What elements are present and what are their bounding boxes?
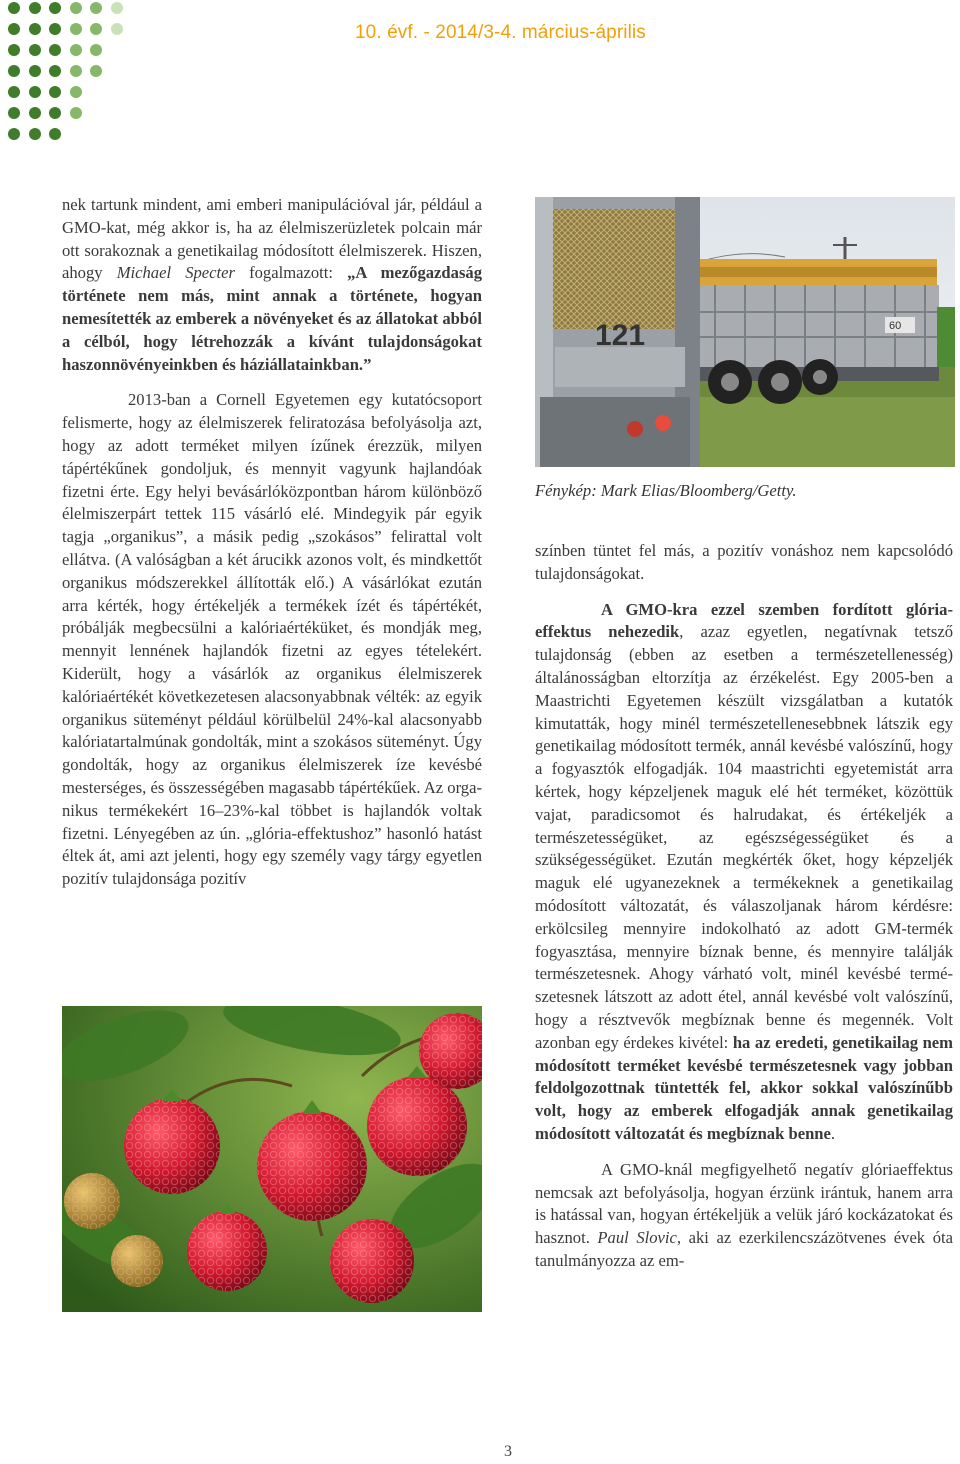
decorative-dot <box>70 44 82 56</box>
decorative-dot <box>49 23 61 35</box>
decorative-dot <box>29 86 41 98</box>
decorative-dot <box>111 23 123 35</box>
author-name: Paul Slovic <box>597 1228 677 1248</box>
left-column <box>62 194 482 891</box>
decorative-dot <box>49 128 61 140</box>
text-span: fogalmazott: <box>234 263 348 283</box>
decorative-dot <box>111 2 123 14</box>
decorative-dot <box>29 23 41 35</box>
decorative-dot <box>70 107 82 119</box>
issue-header: 10. évf. - 2014/3-4. március-április <box>355 22 646 43</box>
decorative-dot <box>8 65 20 77</box>
truck-illustration <box>535 197 955 467</box>
decorative-dot <box>90 23 102 35</box>
decorative-dot <box>70 23 82 35</box>
photo-caption: Fénykép: Mark Elias/Bloomberg/Getty. <box>535 481 797 500</box>
decorative-dot <box>70 65 82 77</box>
decorative-dot <box>8 2 20 14</box>
bold-quote: „A mezőgazdaság története nem más, mint annak a története, hogyan nemesítették az emberek a növényeket és az állatokat abból a célból, hogy létrehozzák a kívánt tulajdonságokat haszonnövényeinkben és háziállatainkban.” <box>62 263 483 374</box>
right-column <box>535 540 953 1273</box>
text-span: , azaz egyetlen, negatívnak tetsző tulajdonság (ebben az esetben a természetellenesség) általánosságban eltorzítja az érzékelést. Egy 2005-ben a Maastrichti Egyetemen készült vizsgálatban a kutatók kimutatták, hogy minél természetellenesebbnek látszik egy genetikailag módosított termék, annál kevésbé valószínű, hogy a fogyasztók elfogadják. 104 maastrichti egyetemistát arra kértek, hogy képzeljenek maguk elé hét terméket, közöttük vajat, paradicsomot és halrudakat, és értékeljék a természetességüket, az egészségességüket és a szükségességüket. Ezután megkérték őket, hogy képzeljék maguk elé ugyanezeknek a termékeknek a genetikailag módosított változatát, és válaszoljanak három kérdésre: erkölcsileg mennyire indokolható az adott GM-termék fogyasztása, mennyire bíznak benne, és mennyire találják természetesnek. Ahogy várható volt, minél kevésbé természetesnek látszott az adott étel, annál kevésbé volt valószínű, hogy a résztvevők megbíznak benne és megennék. Volt azonban egy érdekes kivétel: <box>535 622 953 1052</box>
decorative-dot <box>90 2 102 14</box>
decorative-dot <box>8 128 20 140</box>
right-paragraph-3 <box>535 1159 953 1273</box>
right-paragraph-1: színben tüntet fel más, a pozitív vonáshoz nem kapcsolódó tulajdonságokat. <box>535 541 953 583</box>
raspberry-illustration <box>62 1006 482 1312</box>
left-paragraph-1 <box>62 194 482 376</box>
decorative-dot <box>70 2 82 14</box>
decorative-dot <box>29 107 41 119</box>
decorative-dot <box>70 86 82 98</box>
bold-text: ha az eredeti, genetikailag nem módosított terméket kevésbé természetesnek vagy jobban feldolgozottnak tüntették fel, akkor sokkal valószínűbb volt, hogy az emberek elfogadják annak genetikailag módosított változatát és megbíznak benne <box>535 1032 953 1143</box>
truck-photo <box>535 197 955 467</box>
decorative-dot <box>29 128 41 140</box>
text-span: nek tartunk mindent, ami emberi manipulációval jár, például a GMO-kat, még akkor is, ha az élelmiszerüzletek polcain már ott sorakoznak a genetikailag módosított élelmiszerek. Hiszen, ahogy <box>62 195 482 283</box>
decorative-dot <box>29 44 41 56</box>
decorative-dot <box>49 44 61 56</box>
svg-text:60: 60 <box>889 320 902 332</box>
left-paragraph-2: 2013-ban a Cornell Egyetemen egy kutatócsoport felismerte, hogy az élelmiszerek feliratozása befolyásolja azt, hogy az adott terméket milyen ízűnek érezzük, milyen tápértékűnek gondoljuk, és mennyit vagyunk hajlandóak fizetni érte. Egy helyi bevásárlóközpontban három különböző élelmiszerpárt tettek 115 vásárló elé. Mindegyik pár egyik tagja „organikus”, a másik pedig „szokásos” felirattal volt ellátva. (A valóságban a két árucikk azonos volt, és mindkettőt organikus módszerekkel állították elő.) A vásárlókat ezután arra kérték, hogy értékeljék a termékek ízét és tápértékét, próbálják megbecsülni a kalóriaértéküket, és mondják meg, mennyit lennének hajlandók fizetni az egyes tételekért. Kiderült, hogy a vásárlók az organikus élelmiszerek kalóriaértékét következetesen alacsonyabbnak vélték: az egyik organikus süteményt például körülbelül 24%-kal alacsonyabb kalóriatartalmúnak gondolták, mint a szokásos süteményt. Úgy gondolták, hogy az organikus élelmiszerek íze kevésbé mesterséges, és összességében magasabb tápértékűek. Az organikus termékekért 16–23%-kal többet is hajlandók voltak fizetni. Lényegében az ún. „glória-effektushoz” hasonló hatást éltek át, ami azt jelenti, hogy egy személy vagy tárgy egyetlen pozitív tulajdonsága pozitív <box>62 390 482 889</box>
svg-text:121: 121 <box>595 319 646 352</box>
decorative-dot <box>49 65 61 77</box>
raspberry-photo <box>62 1006 482 1312</box>
decorative-dot <box>29 65 41 77</box>
decorative-dot <box>90 44 102 56</box>
page-number: 3 <box>504 1443 512 1460</box>
decorative-dot <box>8 86 20 98</box>
decorative-dot <box>49 107 61 119</box>
text-span: , aki az ezerkilencszázötvenes évek óta tanulmányozza az em- <box>535 1228 953 1270</box>
decorative-dot <box>8 107 20 119</box>
author-name: Michael Specter <box>116 263 235 283</box>
decorative-dot <box>8 23 20 35</box>
right-paragraph-2 <box>535 599 953 1146</box>
decorative-dot <box>8 44 20 56</box>
decorative-dot <box>49 2 61 14</box>
decorative-dot-grid <box>0 0 140 160</box>
text-span: . <box>830 1123 836 1143</box>
decorative-dot <box>49 86 61 98</box>
text-span: A GMO-knál megfigyelhető negatív glóriaeffektus nemcsak azt befolyásolja, hogyan érzünk irántuk, hanem arra is hatással van, hogyan értékeljük a velük járó kockázatokat és hasznot. <box>535 1159 953 1248</box>
decorative-dot <box>90 65 102 77</box>
decorative-dot <box>29 2 41 14</box>
bold-text: A GMO-kra ezzel szemben fordított glória-effektus nehezedik <box>535 599 953 642</box>
